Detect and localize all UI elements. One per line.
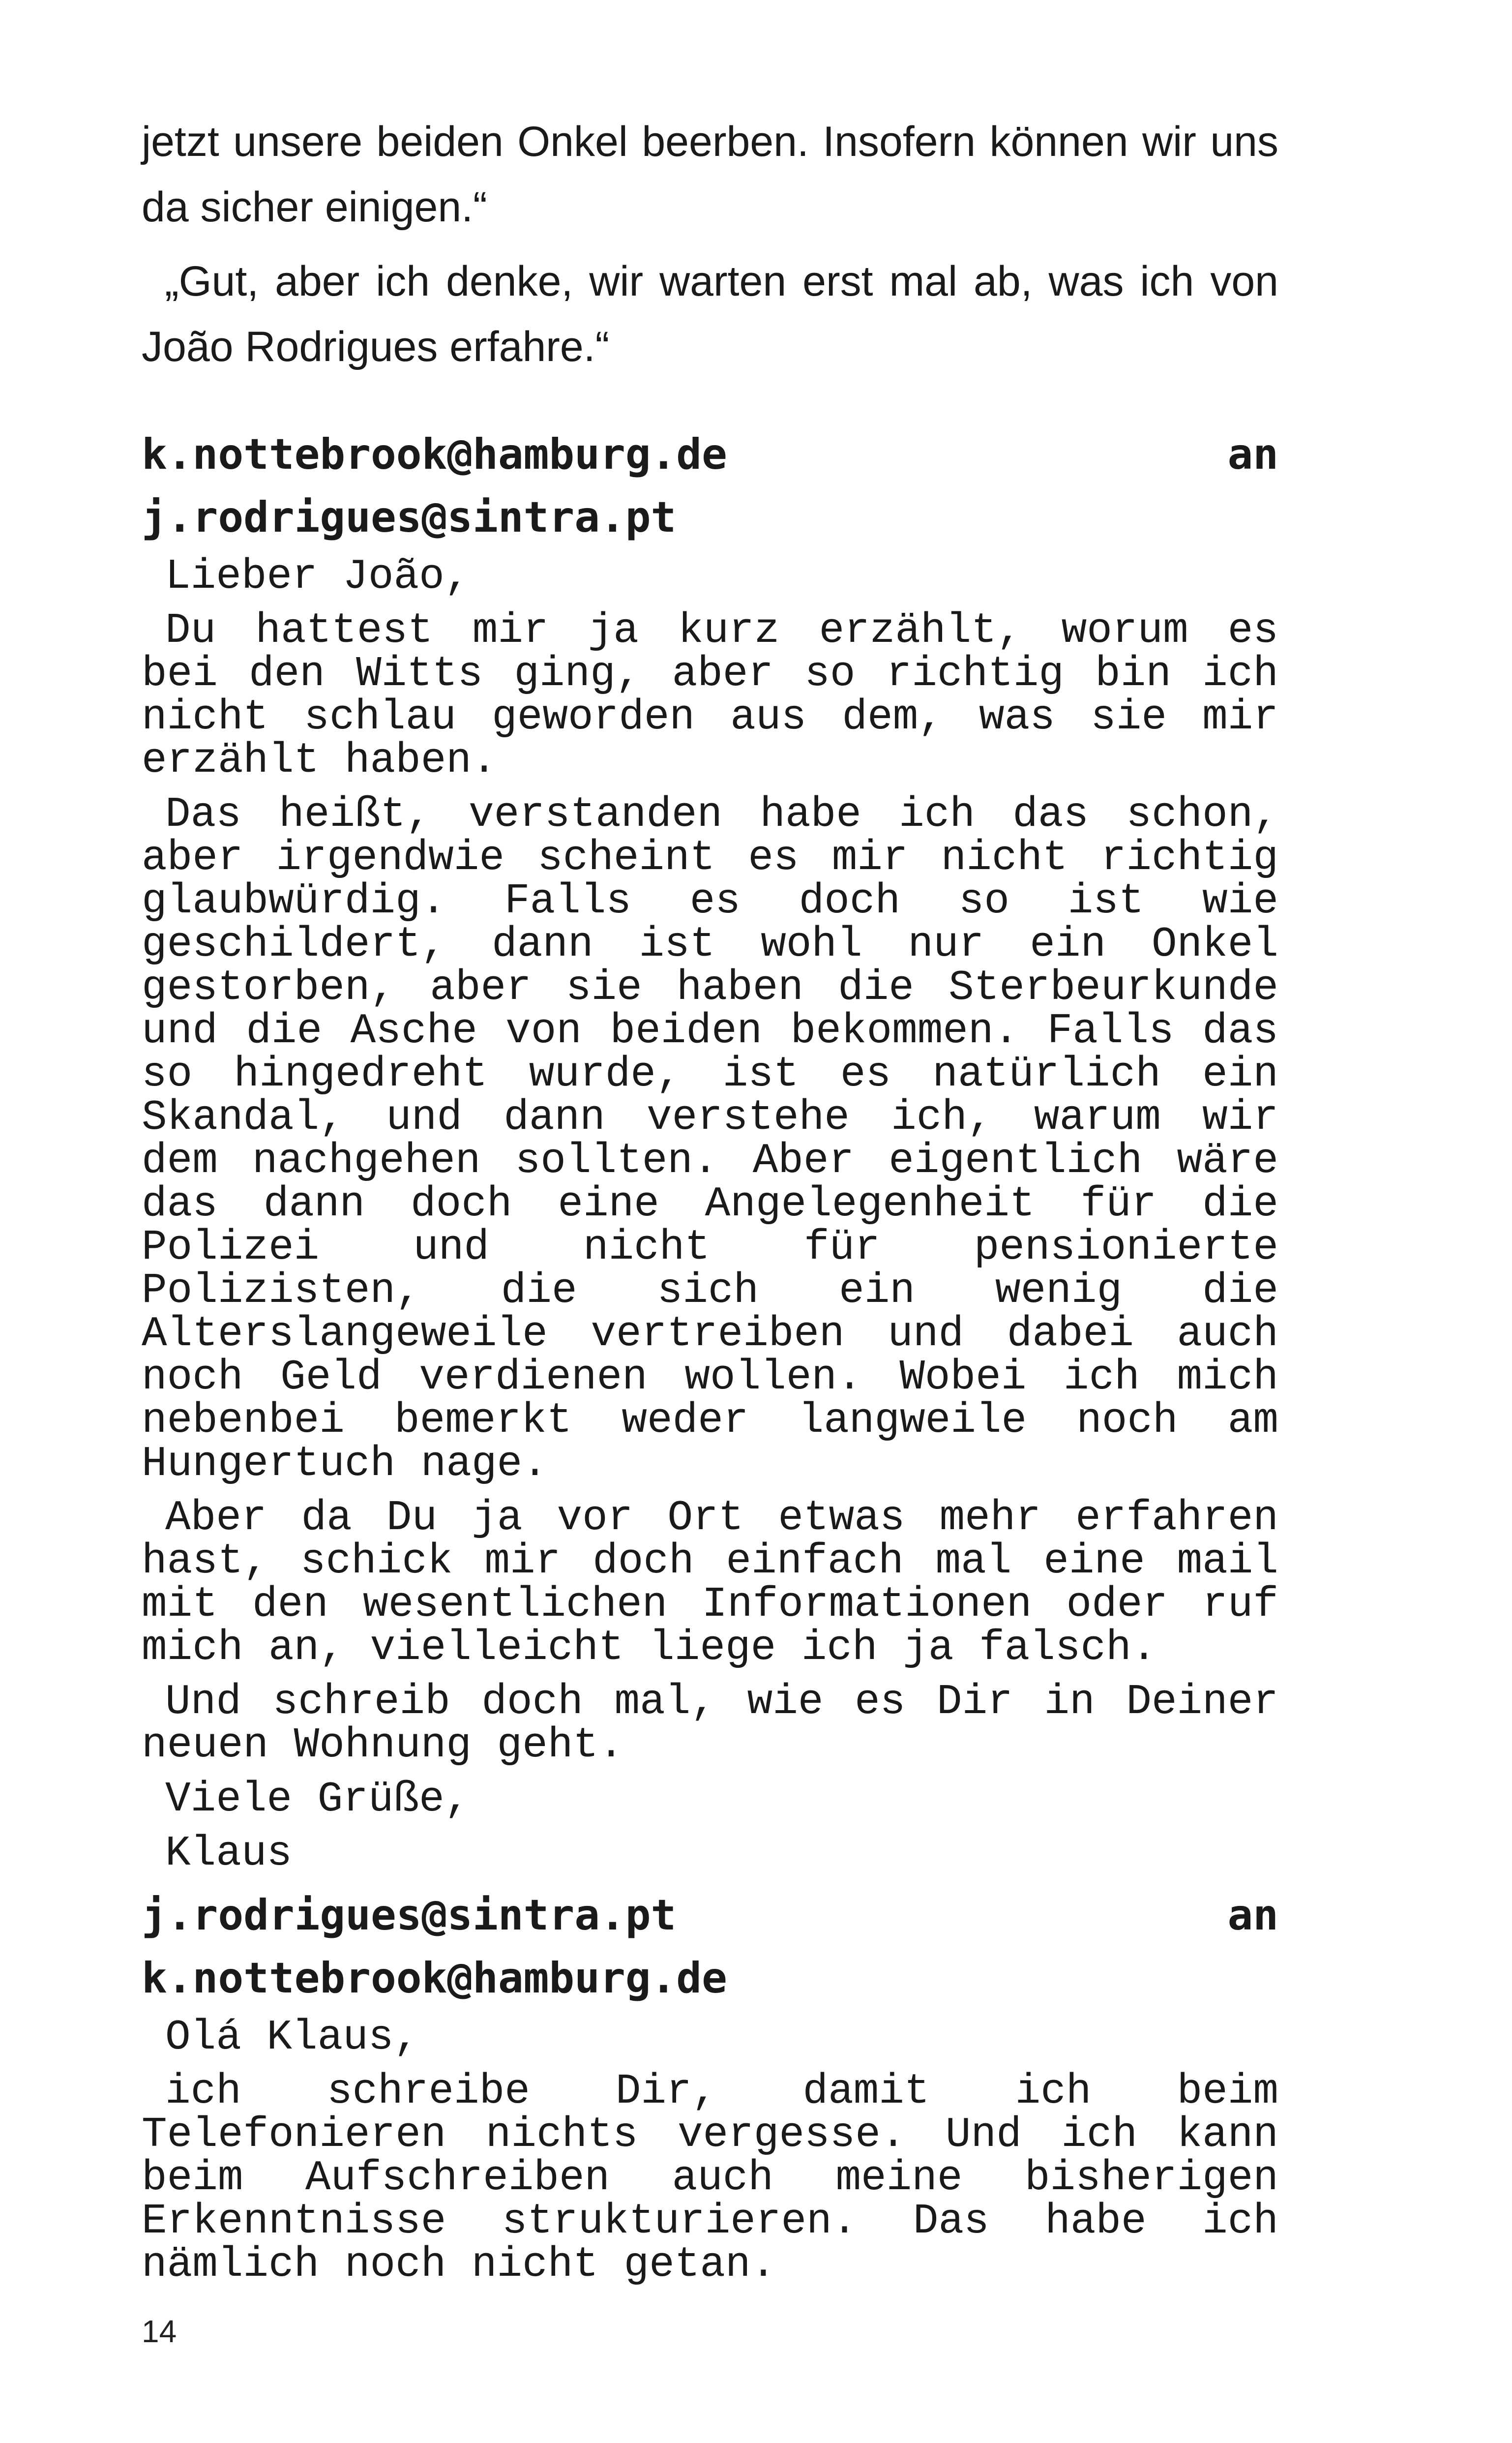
- email-connector: an: [1227, 430, 1278, 479]
- email-paragraph: Du hattest mir ja kurz erzählt, worum es bei den Witts ging, aber so richtig bin ich nicht schlau geworden aus dem, was sie mir erzählt haben.: [142, 606, 1278, 784]
- email-header-line: [142, 1884, 1278, 1947]
- email-paragraph: Das heißt, verstanden habe ich das schon, aber irgendwie scheint es mir nicht richtig glaubwürdig. Falls es doch so ist wie geschildert, dann ist wohl nur ein Onkel gestorben, aber sie haben die Sterbeurkunde und die Asche von beiden bekommen. Falls das so hingedreht wurde, ist es natürlich ein Skandal, und dann verstehe ich, warum wir dem nachgehen sollten. Aber eigentlich wäre das dann doch eine Angelegenheit für die Polizei und nicht für pensionierte Polizisten, die sich ein wenig die Alterslangeweile vertreiben und dabei auch noch Geld verdienen wollen. Wobei ich mich nebenbei bemerkt weder langweile noch am Hungertuch nage.: [142, 790, 1278, 1488]
- email-paragraph: Und schreib doch mal, wie es Dir in Deiner neuen Wohnung geht.: [142, 1678, 1278, 1769]
- email-greeting: Olá Klaus,: [165, 2013, 419, 2061]
- email-from: k.nottebrook@hamburg.de: [142, 430, 727, 479]
- email-1: [142, 423, 1278, 1875]
- email-to: k.nottebrook@hamburg.de: [142, 1954, 727, 2003]
- narrative-paragraph: jetzt unsere beiden Onkel beerben. Insofern können wir uns da sicher einigen.“: [142, 118, 1278, 231]
- email-to: j.rodrigues@sintra.pt: [142, 493, 677, 542]
- email-paragraph: ich schreibe Dir, damit ich beim Telefonieren nichts vergesse. Und ich kann beim Aufschreiben auch meine bisherigen Erkenntnisse strukturieren. Das habe ich nämlich noch nicht getan.: [142, 2067, 1278, 2289]
- email-2: [142, 1884, 1278, 2289]
- page-number: 14: [142, 2314, 177, 2349]
- email-greeting: Lieber João,: [165, 552, 470, 601]
- email-closing: Viele Grüße,: [165, 1775, 470, 1823]
- email-header-line: [142, 423, 1278, 486]
- narrative-paragraph: „Gut, aber ich denke, wir warten erst mal ab, was ich von João Rodrigues erfahre.“: [142, 258, 1278, 370]
- email-from: j.rodrigues@sintra.pt: [142, 1891, 677, 1940]
- email-paragraph: Aber da Du ja vor Ort etwas mehr erfahren hast, schick mir doch einfach mal eine mail mit den wesentlichen Informationen oder ruf mich an, vielleicht liege ich ja falsch.: [142, 1494, 1278, 1672]
- email-connector: an: [1227, 1891, 1278, 1940]
- narrative-block: [142, 109, 1278, 380]
- email-signature: Klaus: [165, 1829, 293, 1877]
